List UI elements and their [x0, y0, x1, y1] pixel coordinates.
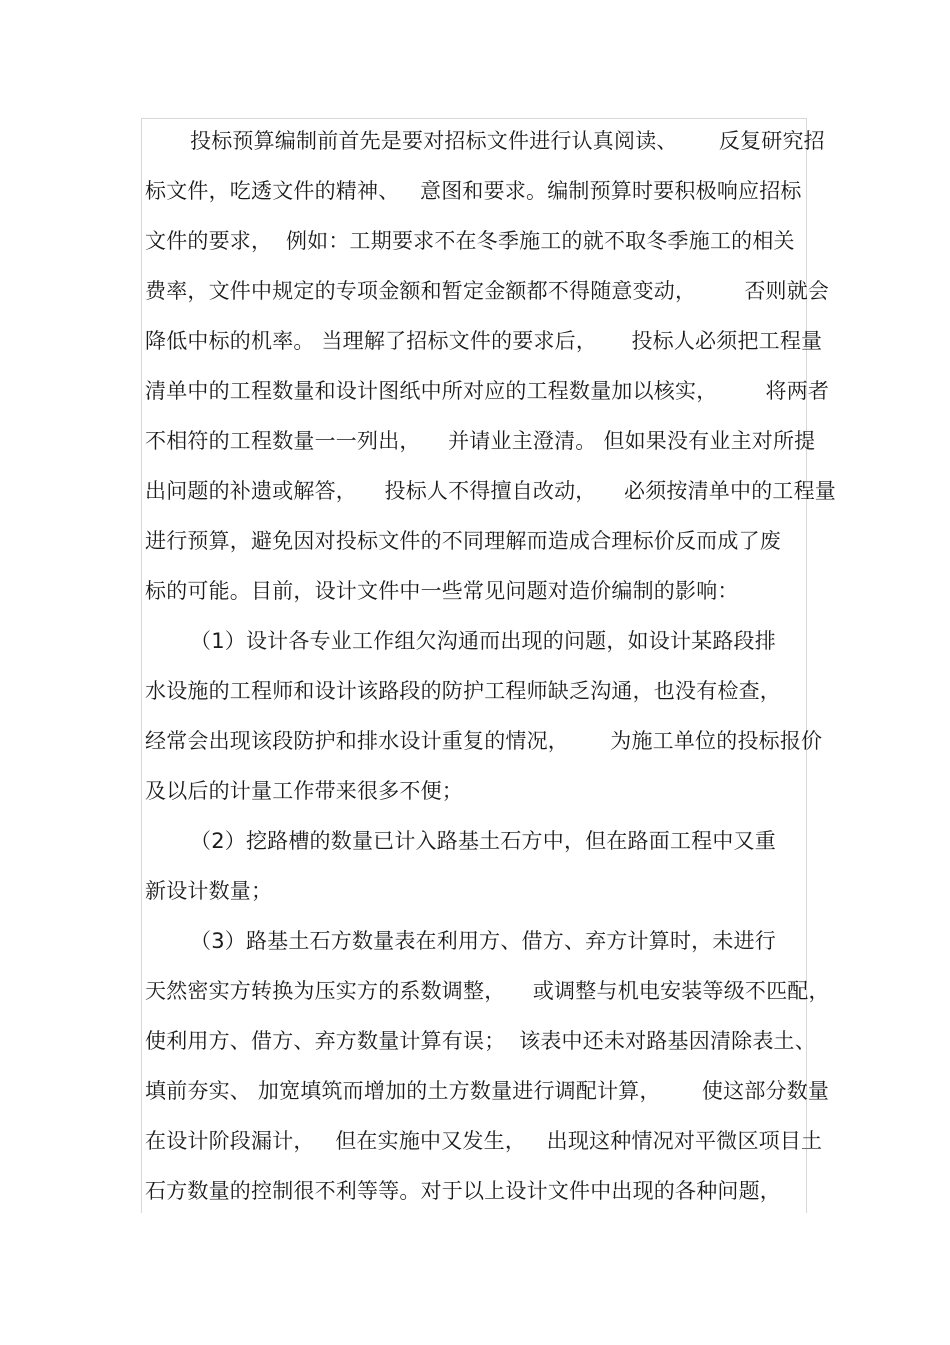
list-item-line: （3）路基土石方数量表在利用方、借方、弃方计算时，未进行	[190, 929, 776, 953]
list-item-line: 石方数量的控制很不利等等。对于以上设计文件中出现的各种问题，	[145, 1179, 781, 1203]
list-item-line: 天然密实方转换为压实方的系数调整， 或调整与机电安装等级不匹配，	[145, 979, 830, 1003]
list-item-line: 及以后的计量工作带来很多不便；	[145, 779, 463, 803]
list-item-line: 填前夯实、 加宽填筑而增加的土方数量进行调配计算， 使这部分数量	[145, 1079, 830, 1103]
list-item-line: 使利用方、借方、弃方数量计算有误； 该表中还未对路基因清除表土、	[145, 1029, 816, 1053]
paragraph-line: 清单中的工程数量和设计图纸中所对应的工程数量加以核实， 将两者	[145, 379, 830, 403]
list-item-line: 在设计阶段漏计， 但在实施中又发生， 出现这种情况对平微区项目土	[145, 1129, 823, 1153]
list-item-line: （1）设计各专业工作组欠沟通而出现的问题，如设计某路段排	[190, 629, 776, 653]
list-item-line: 新设计数量；	[145, 879, 273, 903]
paragraph-line: 费率，文件中规定的专项金额和暂定金额都不得随意变动， 否则就会	[145, 279, 830, 303]
paragraph-line: 出问题的补遗或解答， 投标人不得擅自改动， 必须按清单中的工程量	[145, 479, 836, 503]
paragraph-line: 标的可能。目前，设计文件中一些常见问题对造价编制的影响：	[145, 579, 739, 603]
paragraph-line: 文件的要求， 例如：工期要求不在冬季施工的就不取冬季施工的相关	[145, 229, 795, 253]
paragraph-line: 投标预算编制前首先是要对招标文件进行认真阅读、 反复研究招	[190, 129, 825, 153]
paragraph-line: 不相符的工程数量一一列出， 并请业主澄清。 但如果没有业主对所提	[145, 429, 816, 453]
list-item-line: 经常会出现该段防护和排水设计重复的情况， 为施工单位的投标报价	[145, 729, 823, 753]
list-item-line: 水设施的工程师和设计该路段的防护工程师缺乏沟通，也没有检查，	[145, 679, 781, 703]
paragraph-line: 进行预算，避免因对投标文件的不同理解而造成合理标价反而成了废	[145, 529, 781, 553]
paragraph-line: 标文件，吃透文件的精神、 意图和要求。编制预算时要积极响应招标	[145, 179, 802, 203]
paragraph-line: 降低中标的机率。 当理解了招标文件的要求后， 投标人必须把工程量	[145, 329, 823, 353]
list-item-line: （2）挖路槽的数量已计入路基土石方中，但在路面工程中又重	[190, 829, 776, 853]
